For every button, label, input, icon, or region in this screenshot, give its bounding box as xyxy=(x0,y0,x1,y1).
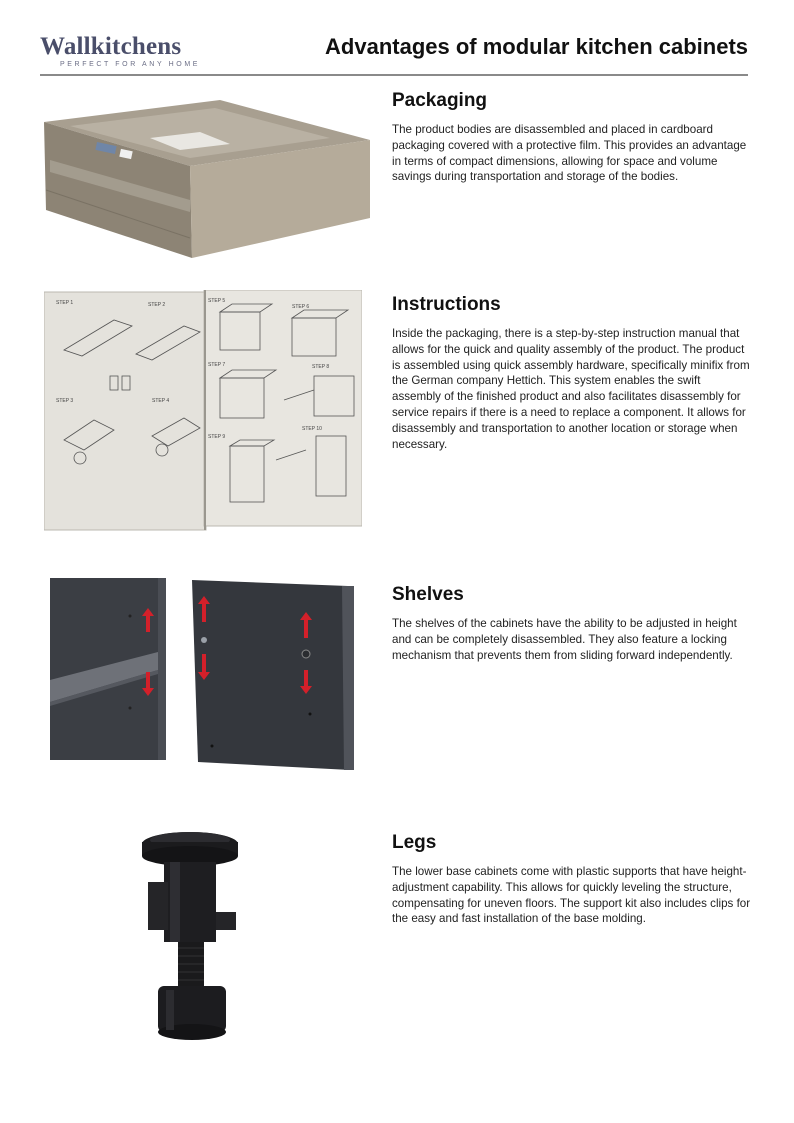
section-shelves xyxy=(0,574,794,774)
page-title: Advantages of modular kitchen cabinets xyxy=(325,34,748,59)
manual-step-label: STEP 9 xyxy=(208,434,226,440)
instructions-heading: Instructions xyxy=(392,294,501,315)
legs-heading: Legs xyxy=(392,832,437,853)
manual-step-label: STEP 1 xyxy=(56,300,74,306)
instruction-manual-image xyxy=(44,290,362,532)
legs-text xyxy=(392,832,752,927)
manual-step-label: STEP 5 xyxy=(208,298,226,304)
page-header xyxy=(40,28,748,76)
shelves-body: The shelves of the cabinets have the ability to be adjusted in height and can be completely disassembled. They also feature a locking mechanism that prevents them from sliding forward independently. xyxy=(392,617,737,662)
logo-tagline: PERFECT FOR ANY HOME xyxy=(60,61,201,68)
manual-step-label: STEP 6 xyxy=(292,304,310,310)
header-divider xyxy=(40,74,748,76)
instructions-text xyxy=(392,294,752,452)
logo-name: Wallkitchens xyxy=(40,33,182,60)
shelf-adjustment-image xyxy=(48,578,358,770)
manual-step-label: STEP 4 xyxy=(152,398,170,404)
packaging-heading: Packaging xyxy=(392,90,488,111)
manual-step-label: STEP 2 xyxy=(148,302,166,308)
manual-step-label: STEP 10 xyxy=(302,426,322,432)
shelves-heading: Shelves xyxy=(392,584,464,605)
section-instructions xyxy=(0,290,794,540)
packaging-body: The product bodies are disassembled and placed in cardboard packaging covered with a protective film. This provides an advantage in terms of compact dimensions, allowing for space and volume savings during transportation and storage of the bodies. xyxy=(392,123,747,184)
manual-step-label: STEP 3 xyxy=(56,398,74,404)
adjustable-leg-image xyxy=(122,824,262,1054)
legs-body: The lower base cabinets come with plastic supports that have height-adjustment capability. This allows for quickly leveling the structure, compensating for uneven floors. The support kit also includes clips for the easy and fast installation of the base molding. xyxy=(392,865,751,926)
shelves-text xyxy=(392,584,752,663)
brand-logo xyxy=(40,34,220,68)
section-packaging xyxy=(0,86,794,276)
manual-step-label: STEP 7 xyxy=(208,362,226,368)
manual-step-label: STEP 8 xyxy=(312,364,330,370)
cardboard-box-image xyxy=(40,100,370,260)
section-legs xyxy=(0,820,794,1060)
packaging-text xyxy=(392,90,752,185)
instructions-body: Inside the packaging, there is a step-by-step instruction manual that allows for the quick and quality assembly of the product. The product is assembled using quick assembly hardware, specifically minifix from the German company Hettich. This system enables the swift assembly of the finished product and also facilitates disassembly for service repairs if there is a need to replace a component. It allows for disassembly and transportation to another location or storage when necessary. xyxy=(392,327,750,451)
